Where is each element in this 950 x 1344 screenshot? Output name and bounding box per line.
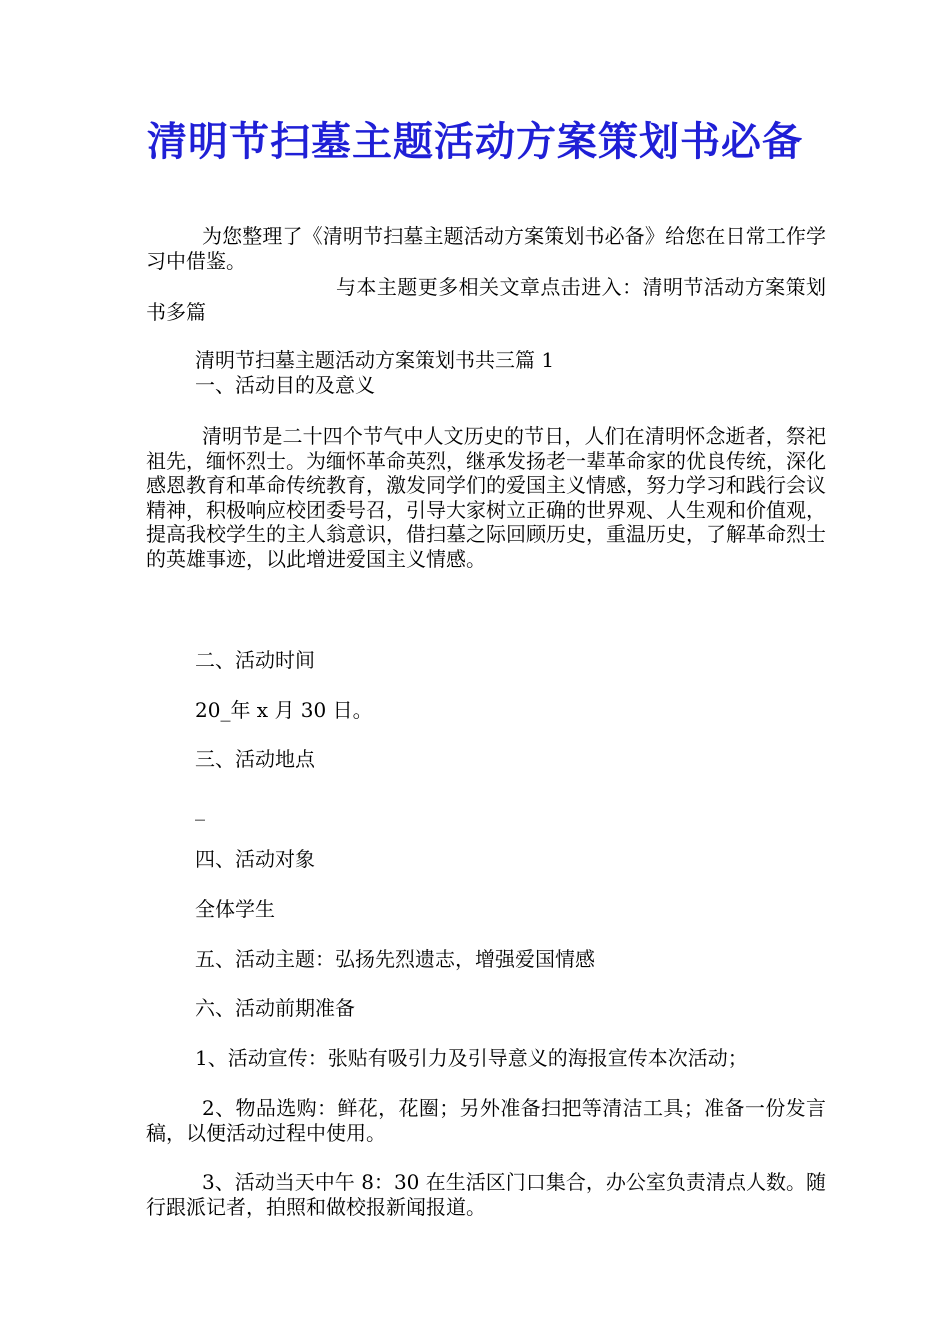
heading-location: 三、活动地点 [195, 747, 315, 771]
audience-value: 全体学生 [195, 897, 275, 921]
prep-item-1: 1、活动宣传：张贴有吸引力及引导意义的海报宣传本次活动； [195, 1046, 748, 1070]
heading-preparation: 六、活动前期准备 [195, 996, 355, 1020]
intro-paragraph: 为您整理了《清明节扫墓主题活动方案策划书必备》给您在日常工作学习中借鉴。 [146, 224, 826, 273]
heading-purpose: 一、活动目的及意义 [195, 373, 375, 397]
heading-theme: 五、活动主题：弘扬先烈遗志，增强爱国情感 [195, 947, 595, 971]
prep-item-3: 3、活动当天中午 8：30 在生活区门口集合，办公室负责清点人数。随行跟派记者，拍照和做校报新闻报道。 [146, 1170, 826, 1219]
section-title: 清明节扫墓主题活动方案策划书共三篇 1 [195, 348, 555, 372]
heading-audience: 四、活动对象 [195, 847, 315, 871]
location-value: _ [195, 797, 205, 821]
purpose-paragraph: 清明节是二十四个节气中人文历史的节日，人们在清明怀念逝者，祭祀祖先，缅怀烈士。为缅怀革命英烈，继承发扬老一辈革命家的优良传统，深化感恩教育和革命传统教育，激发同学们的爱国主义情感，努力学习和践行会议精神，积极响应校团委号召，引导大家树立正确的世界观、人生观和价值观，提高我校学生的主人翁意识，借扫墓之际回顾历史，重温历史，了解革命烈士的英雄事迹，以此增进爱国主义情感。 [146, 424, 826, 571]
document-title: 清明节扫墓主题活动方案策划书必备 [147, 119, 803, 165]
related-articles-link[interactable]: 与本主题更多相关文章点击进入：清明节活动方案策划书多篇 [146, 275, 826, 324]
prep-item-2: 2、物品选购：鲜花，花圈；另外准备扫把等清洁工具；准备一份发言稿，以便活动过程中使用。 [146, 1096, 826, 1145]
time-value: 20_年 x 月 30 日。 [195, 698, 373, 722]
heading-time: 二、活动时间 [195, 648, 315, 672]
